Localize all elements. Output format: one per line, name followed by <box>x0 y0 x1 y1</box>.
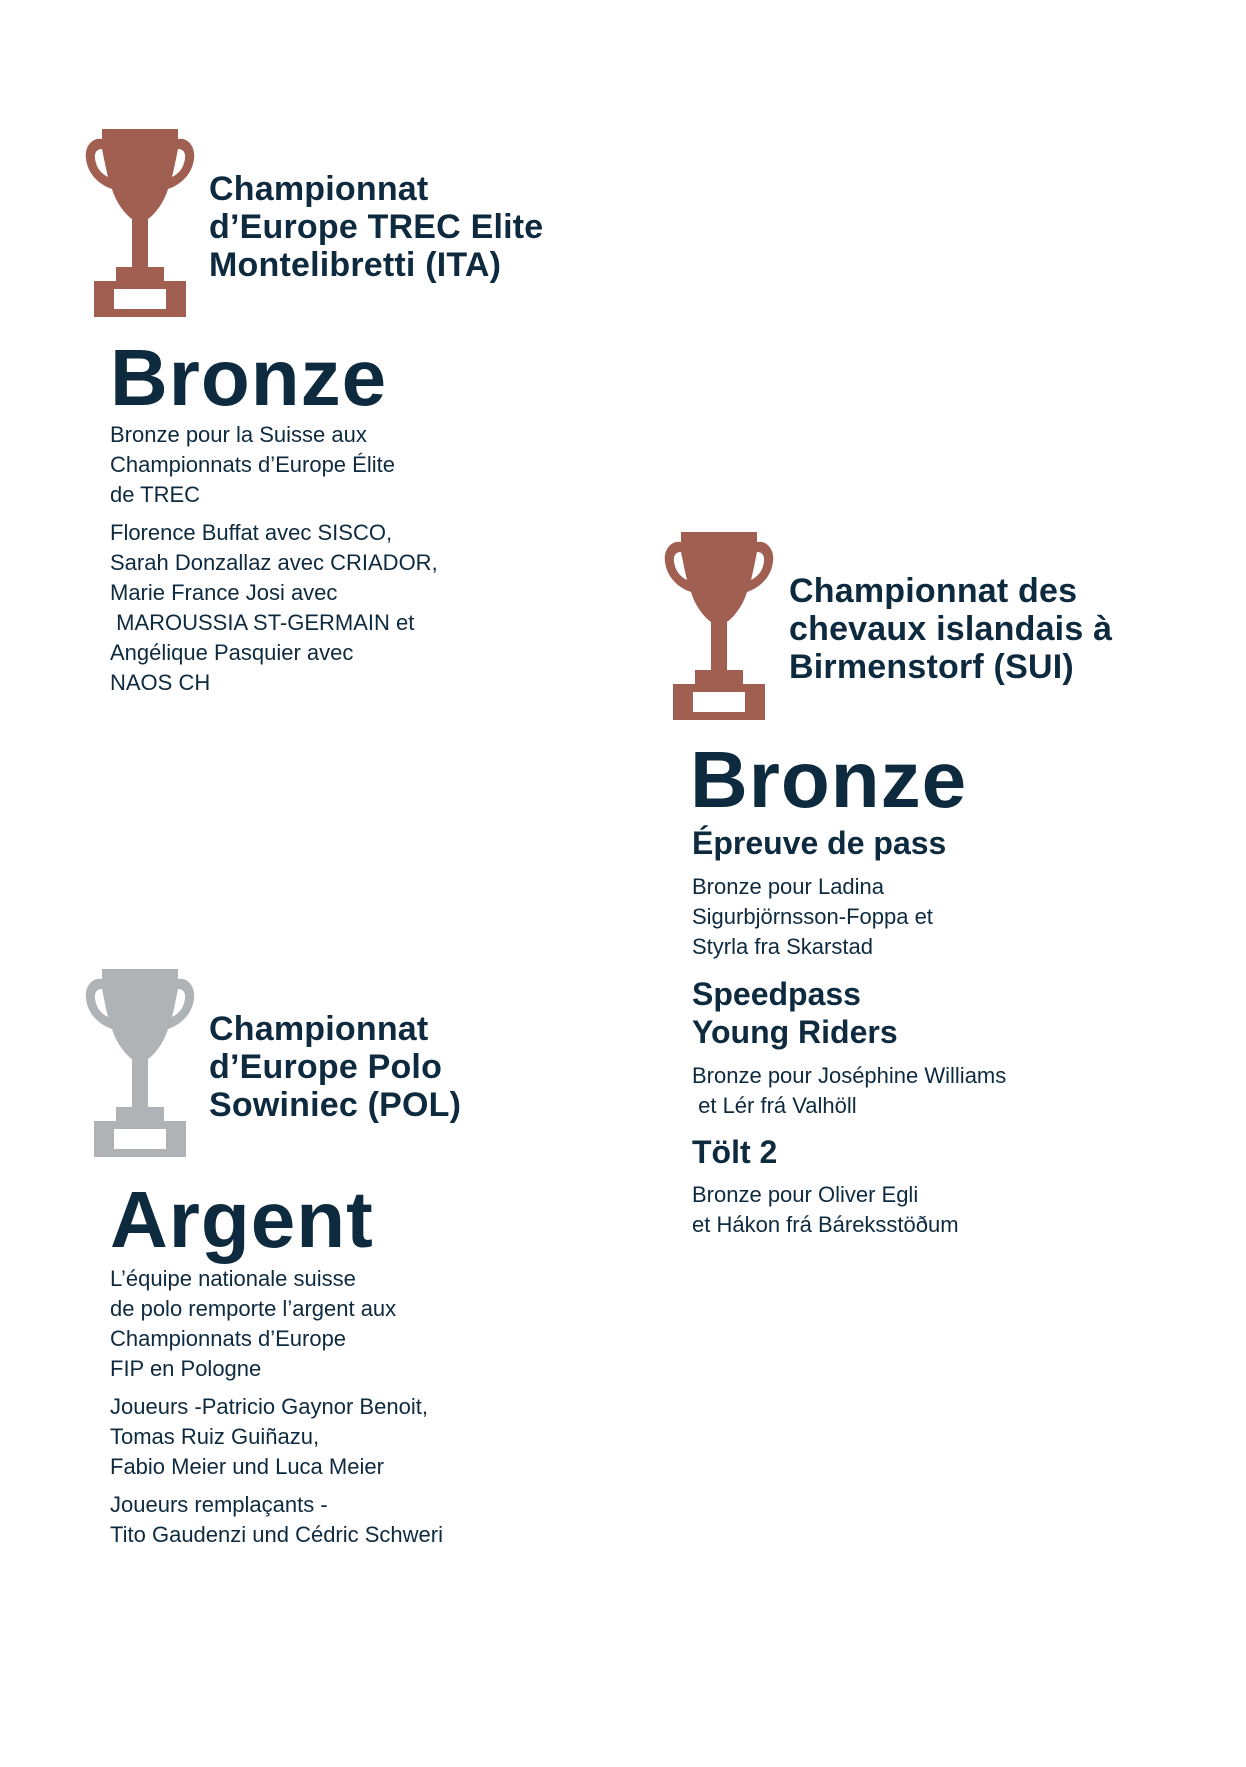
trophy-icon <box>84 127 196 317</box>
event-name <box>692 975 898 1051</box>
event-result <box>692 1061 1006 1121</box>
event-result <box>692 872 933 962</box>
trophy-icon <box>663 530 775 720</box>
title-line: d’Europe TREC Elite <box>209 208 544 246</box>
text-line: Championnats d’Europe Élite <box>110 452 395 477</box>
card3-description <box>110 1264 396 1384</box>
text-line: Joueurs -Patricio Gaynor Benoit, <box>110 1394 428 1419</box>
title-line: Championnat <box>209 1010 429 1048</box>
title-line: d’Europe Polo <box>209 1048 443 1086</box>
card3-players <box>110 1392 428 1482</box>
text-line: Bronze pour Ladina <box>692 874 885 899</box>
text-line: Bronze pour Oliver Egli <box>692 1182 919 1207</box>
event-name <box>692 1133 777 1171</box>
card3-substitutes <box>110 1490 443 1550</box>
card1-description <box>110 420 395 510</box>
card1-title <box>209 170 543 284</box>
text-line: Joueurs remplaçants - <box>110 1492 328 1517</box>
text-line: Championnats d’Europe <box>110 1326 347 1351</box>
card3-medal: Argent <box>110 1175 374 1264</box>
card3-title <box>209 1010 461 1124</box>
event-result <box>692 1180 959 1240</box>
text-line: Tito Gaudenzi und Cédric Schweri <box>110 1522 444 1547</box>
card2-title <box>789 572 1112 686</box>
text-line: NAOS CH <box>110 670 211 695</box>
card1-riders <box>110 518 438 698</box>
text-line: et Lér frá Valhöll <box>692 1093 857 1118</box>
card2-medal: Bronze <box>690 735 968 824</box>
text-line: Bronze pour Joséphine Williams <box>692 1063 1007 1088</box>
card1-medal: Bronze <box>110 333 388 422</box>
title-line: Championnat <box>209 170 429 208</box>
text-line: Angélique Pasquier avec <box>110 640 354 665</box>
text-line: Tomas Ruiz Guiñazu, <box>110 1424 320 1449</box>
event-name-line: Tölt 2 <box>692 1134 778 1170</box>
title-line: Birmenstorf (SUI) <box>789 648 1074 686</box>
text-line: de TREC <box>110 482 201 507</box>
text-line: et Hákon frá Báreksstöðum <box>692 1212 959 1237</box>
title-line: Montelibretti (ITA) <box>209 246 502 284</box>
text-line: de polo remporte l’argent aux <box>110 1296 397 1321</box>
title-line: Sowiniec (POL) <box>209 1086 462 1124</box>
text-line: Florence Buffat avec SISCO, <box>110 520 393 545</box>
title-line: Championnat des <box>789 572 1078 610</box>
text-line: Fabio Meier und Luca Meier <box>110 1454 384 1479</box>
title-line: chevaux islandais à <box>789 610 1113 648</box>
text-line: Bronze pour la Suisse aux <box>110 422 367 447</box>
event-name <box>692 824 946 862</box>
text-line: Sigurbjörnsson-Foppa et <box>692 904 933 929</box>
text-line: MAROUSSIA ST-GERMAIN et <box>110 610 415 635</box>
trophy-icon <box>84 967 196 1157</box>
event-name-line: Épreuve de pass <box>692 825 947 861</box>
text-line: Styrla fra Skarstad <box>692 934 873 959</box>
text-line: Sarah Donzallaz avec CRIADOR, <box>110 550 438 575</box>
text-line: Marie France Josi avec <box>110 580 338 605</box>
event-name-line: Young Riders <box>692 1014 898 1050</box>
text-line: FIP en Pologne <box>110 1356 262 1381</box>
text-line: L’équipe nationale suisse <box>110 1266 356 1291</box>
event-name-line: Speedpass <box>692 976 861 1012</box>
